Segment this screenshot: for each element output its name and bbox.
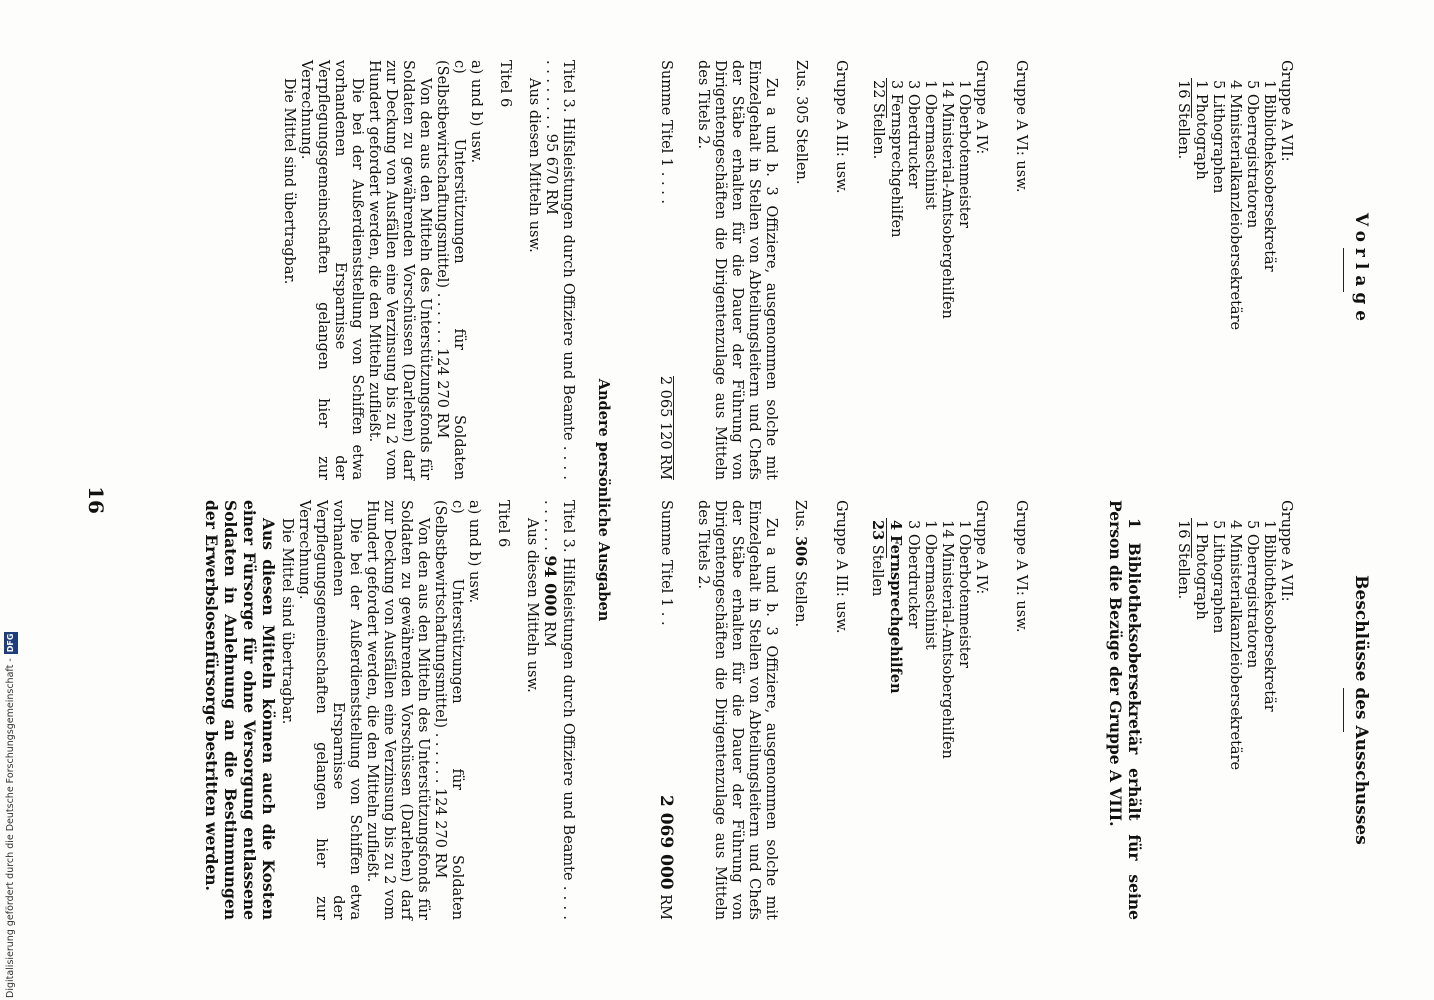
p3-left: Die Mittel sind übertragbar. — [281, 78, 297, 285]
p2-left: Die bei der Außerdienststellung von Schiffen etwa vorhandenen Ersparnisse der Verpflegungsgemeinschaften gelangen hier zur Verrechnung. — [298, 60, 365, 480]
titel6-left: Titel 6 — [497, 60, 513, 108]
titel3-note: Aus diesen Mitteln usw. — [526, 78, 542, 253]
group-item: 1 Oberbotenmeister — [956, 80, 972, 229]
shared-heading: Andere persönliche Ausgaben — [595, 378, 612, 622]
group-total: 16 Stellen. — [1175, 80, 1191, 160]
p3-right: Die Mittel sind übertragbar. — [279, 518, 295, 725]
group-item: 1 Oberbotenmeister — [956, 520, 972, 669]
group-item: 1 Bibliotheksobersekretär — [1261, 80, 1277, 272]
group-item: 14 Ministerial-Amtsobergehilfen — [939, 520, 955, 759]
group-total: 16 Stellen. — [1175, 520, 1191, 600]
group-item: 4 Fernsprechgehilfen — [887, 520, 904, 694]
zus-right — [791, 500, 809, 920]
group-a7-left — [1174, 60, 1294, 480]
group-item: 14 Ministerial-Amtsobergehilfen — [939, 80, 955, 319]
c-value: 124 270 RM — [432, 788, 448, 879]
titel3-text: Titel 3. Hilfsleistungen durch Offiziere und Beamte . . . . . . . . . . . . — [543, 60, 576, 480]
group-item: 5 Oberregistratoren — [1244, 80, 1260, 229]
group-total — [868, 500, 886, 920]
group-title: Gruppe A VII: — [1278, 60, 1294, 162]
group-total: 22 Stellen. — [870, 80, 886, 160]
c-text: c) Unterstützungen für Soldaten (Selbstbewirtschaftungsmittel) . . . . . . — [434, 60, 467, 480]
group-a3-right: Gruppe A III: usw. — [833, 500, 849, 634]
group-item: 3 Fernsprechgehilfen — [888, 80, 904, 238]
summe-unit: RM — [657, 894, 673, 920]
group-a4-right — [868, 500, 989, 920]
group-item: 1 Photograph — [1193, 520, 1209, 620]
right-bottom — [202, 500, 576, 920]
zus-suffix: Stellen. — [792, 570, 808, 628]
footer — [4, 604, 18, 998]
heading-rule — [1343, 248, 1344, 292]
beschluesse-heading-block — [1343, 500, 1369, 920]
titel3-unit: RM — [541, 621, 557, 647]
note-right: Zu a und b. 3 Offiziere, ausgenommen solche mit Einzelgehalt in Stellen von Abteilungsleitern und Chefs der Stäbe erhalten für die Dauer der Führung von Dirigentengeschäften die Dirigentenzulage aus Mitteln des Titels 2. — [695, 500, 779, 920]
note-left: Zu a und b. 3 Offiziere, ausgenommen solche mit Einzelgehalt in Stellen von Abteilungsleitern und Chefs der Stäbe erhalten für die Dauer der Führung von Dirigentengeschäften die Dirigentenzulage aus Mitteln des Titels 2. — [695, 60, 779, 480]
footer-text: Digitalisierung gefördert durch die Deutsche Forschungsgemeinschaft - — [5, 658, 16, 998]
p1-right: Von den aus den Mitteln des Unterstützungsfonds für Soldaten zu gewährenden Vorschüssen (Darlehen) darf zur Deckung von Ausfällen eine Verzinsung bis zu 2 vom Hundert gefordert werden, die den Mitteln zufließt. — [364, 500, 431, 920]
summe-left — [656, 60, 674, 480]
group-title: Gruppe A VII: — [1278, 500, 1294, 602]
group-item: 5 Lithographen — [1210, 520, 1226, 634]
dfg-logo: DFG — [4, 632, 18, 655]
group-a4-left — [869, 60, 989, 480]
bold-note-right: 1 Bibliotheksobersekretär erhält für seine Person die Bezüge der Gruppe A VIII. — [1106, 500, 1144, 920]
group-title: Gruppe A IV: — [973, 500, 989, 595]
titel3-value: 95 670 RM — [543, 133, 559, 215]
group-a7-right — [1174, 500, 1294, 920]
summe-label: Summe Titel 1 . . . . — [658, 60, 674, 205]
c-value: 124 270 RM — [434, 348, 450, 439]
bold-paragraph-right: Aus diesen Mitteln können auch die Kosten einer Fürsorge für ohne Versorgung entlassene Soldaten in Anlehnung an die Bestimmungen der Erwerbslosenfürsorge bestritten werden. — [202, 500, 278, 920]
summe-label: Summe Titel 1 . . — [658, 500, 674, 626]
titel6-right: Titel 6 — [495, 500, 511, 548]
titel3-text: Titel 3. Hilfsleistungen durch Offiziere und Beamte . . . . . . . . . . — [541, 500, 576, 920]
group-item: 4 Ministerialkanzleiobersekretäre — [1227, 80, 1243, 331]
summe-value: 2 065 120 RM — [657, 375, 673, 480]
titel3-note: Aus diesen Mitteln usw. — [524, 518, 540, 693]
group-item: 3 Oberdrucker — [905, 520, 921, 629]
column-vorlage — [0, 60, 1434, 480]
group-item: 1 Bibliotheksobersekretär — [1261, 520, 1277, 712]
group-item: 5 Oberregistratoren — [1244, 520, 1260, 669]
group-item: 1 Photograph — [1193, 80, 1209, 180]
group-total-number: 23 — [869, 520, 886, 541]
beschluesse-heading: Beschlüsse des Ausschusses — [1351, 575, 1371, 845]
group-total-word: Stellen — [869, 544, 885, 597]
ab-right: a) und b) usw. — [466, 500, 482, 604]
heading-rule — [1343, 688, 1344, 732]
ab-left: a) und b) usw. — [468, 60, 484, 164]
group-title: Gruppe A IV: — [973, 60, 989, 155]
titel3-value: 94 000 — [541, 555, 560, 617]
group-item: 1 Obermaschinist — [922, 80, 938, 210]
titel3-left — [542, 60, 576, 480]
titel3-right — [540, 500, 576, 920]
c-right — [431, 500, 465, 920]
zus-number: 306 — [792, 536, 809, 567]
footer-text-wrap — [4, 604, 18, 998]
group-item: 1 Obermaschinist — [922, 520, 938, 650]
summe-right — [656, 500, 674, 920]
summe-value: 2 069 000 — [656, 794, 676, 890]
zus-left: Zus. 305 Stellen. — [793, 60, 809, 185]
p1-left: Von den aus den Mitteln des Unterstützungsfonds für Soldaten zu gewährenden Vorschüssen (Darlehen) darf zur Deckung von Ausfällen eine Verzinsung bis zu 2 vom Hundert gefordert werden, die den Mitteln zufließt. — [366, 60, 433, 480]
vorlage-heading-block — [1343, 60, 1369, 480]
p2-right: Die bei der Außerdienststellung von Schiffen etwa vorhandenen Ersparnisse der Verpflegungsgemeinschaften gelangen hier zur Verrechnung. — [296, 500, 363, 920]
group-a6-left: Gruppe A VI: usw. — [1013, 60, 1029, 193]
c-left — [433, 60, 467, 480]
vorlage-heading: Vorlage — [1351, 212, 1371, 328]
zus-prefix: Zus. — [792, 500, 808, 532]
group-a6-right: Gruppe A VI: usw. — [1013, 500, 1029, 633]
page-number: 16 — [84, 486, 108, 514]
group-a3-left: Gruppe A III: usw. — [833, 60, 849, 194]
left-bottom — [280, 60, 576, 480]
group-item: 4 Ministerialkanzleiobersekretäre — [1227, 520, 1243, 771]
summe-value-wrap — [656, 795, 674, 920]
group-item: 3 Oberdrucker — [905, 80, 921, 189]
group-item: 5 Lithographen — [1210, 80, 1226, 194]
c-text: c) Unterstützungen für Soldaten (Selbstbewirtschaftungsmittel) . . . . . . — [432, 500, 465, 920]
